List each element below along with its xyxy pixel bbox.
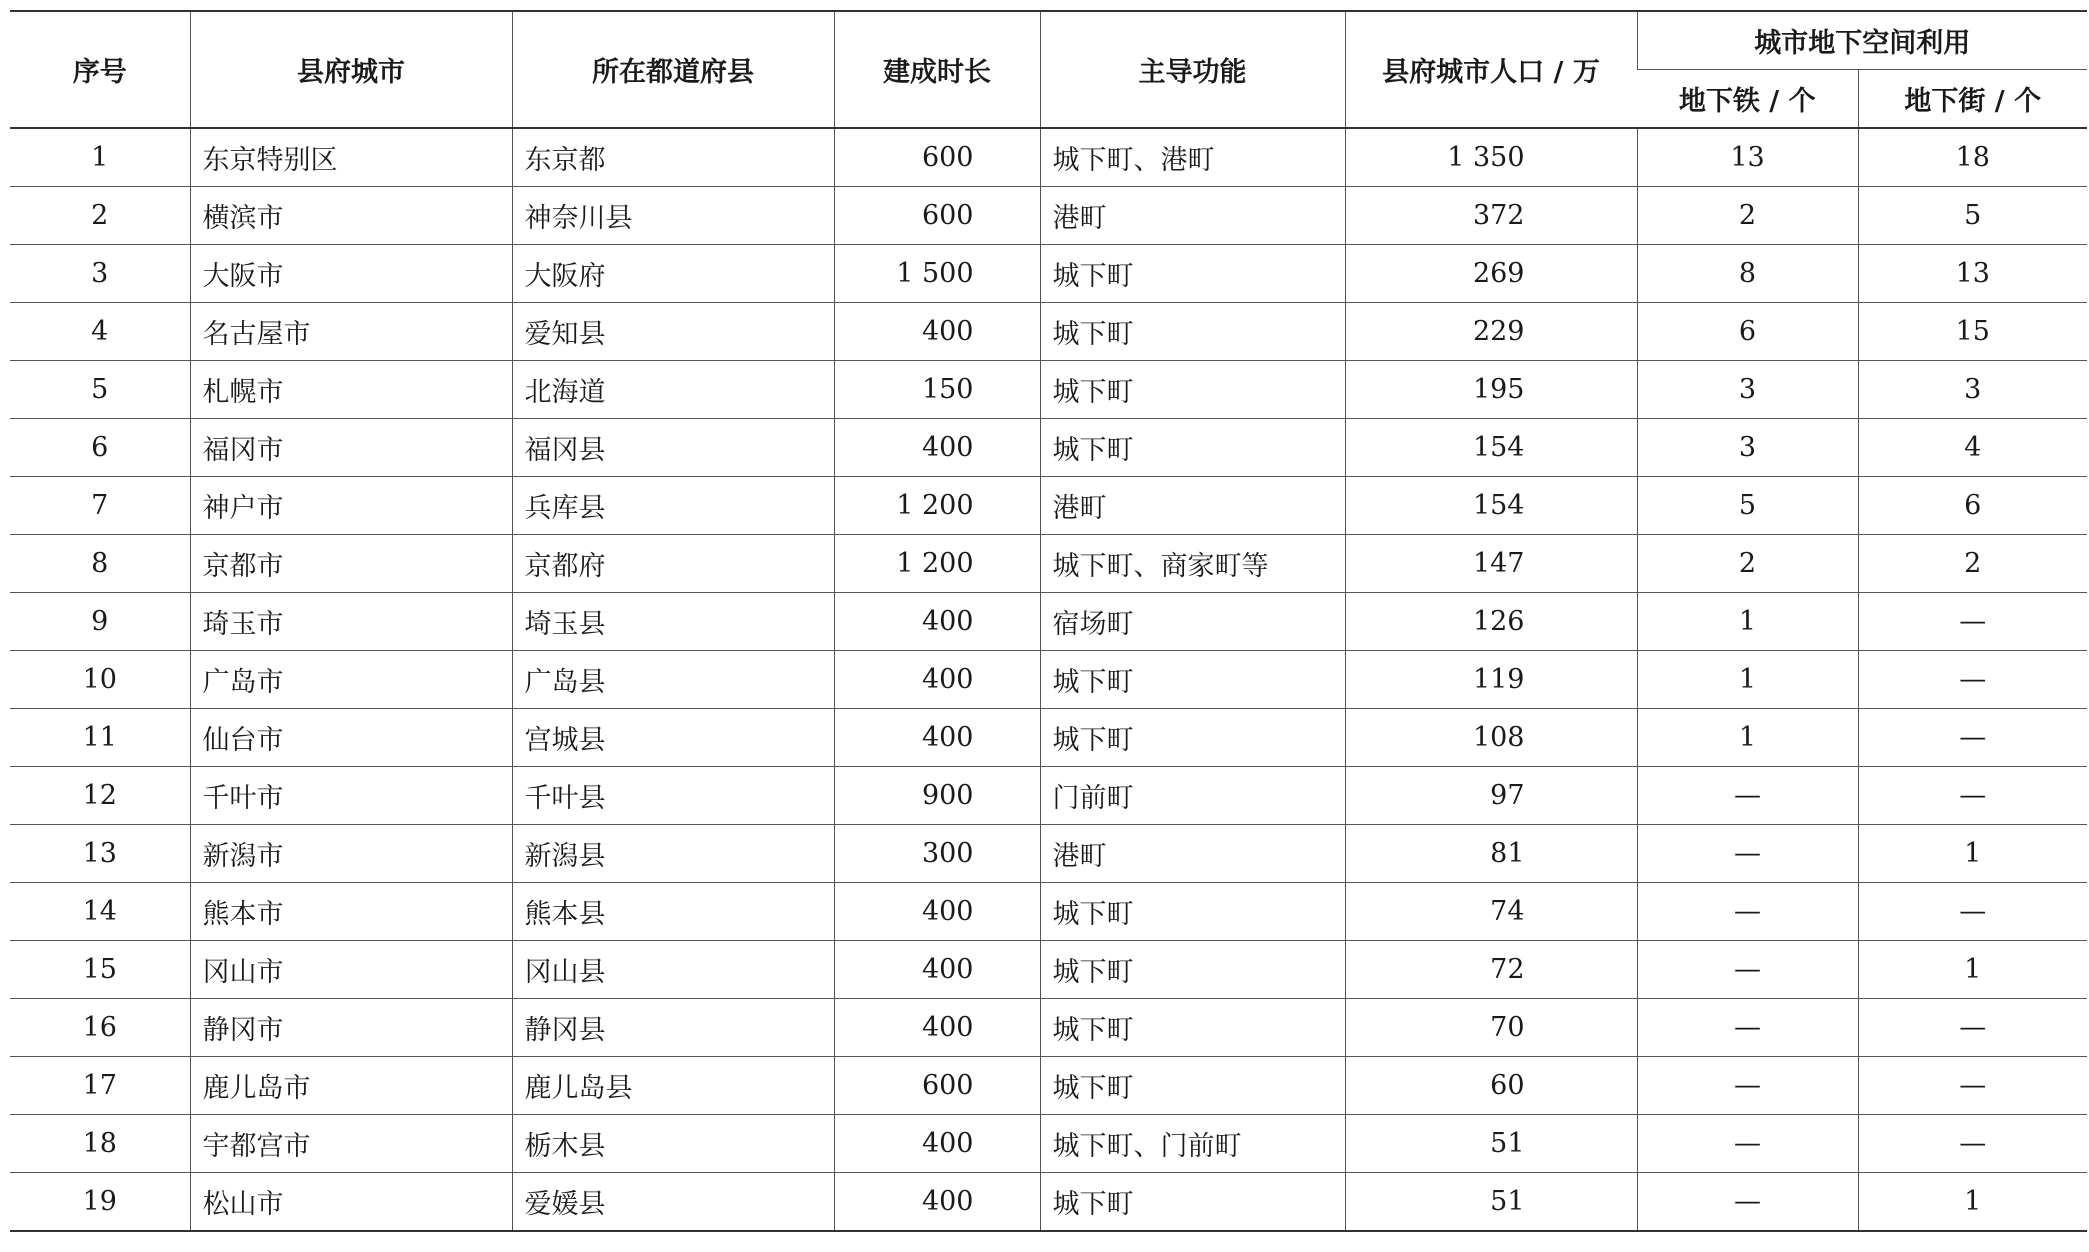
cell-subway: 1	[1637, 709, 1858, 767]
cell-city: 静冈市	[190, 999, 512, 1057]
table-row	[10, 941, 2087, 999]
cell-subway: 3	[1637, 361, 1858, 419]
cell-city: 新潟市	[190, 825, 512, 883]
header-index: 序号	[10, 11, 190, 128]
cell-prefecture: 神奈川县	[512, 187, 834, 245]
cell-duration: 400	[834, 941, 1040, 999]
table-row	[10, 361, 2087, 419]
cell-duration: 400	[834, 651, 1040, 709]
cell-index: 1	[10, 128, 190, 187]
table-row	[10, 303, 2087, 361]
table-row	[10, 128, 2087, 187]
cell-index: 5	[10, 361, 190, 419]
cell-population: 108	[1345, 709, 1637, 767]
cell-prefecture: 爱媛县	[512, 1173, 834, 1232]
cell-index: 9	[10, 593, 190, 651]
cell-duration: 1 200	[834, 535, 1040, 593]
table-row	[10, 535, 2087, 593]
cell-prefecture: 福冈县	[512, 419, 834, 477]
cell-duration: 400	[834, 999, 1040, 1057]
cell-function: 城下町、商家町等	[1040, 535, 1345, 593]
cell-city: 横滨市	[190, 187, 512, 245]
cell-subway: —	[1637, 1173, 1858, 1232]
cell-population: 229	[1345, 303, 1637, 361]
cell-prefecture: 冈山县	[512, 941, 834, 999]
cell-index: 8	[10, 535, 190, 593]
cell-duration: 600	[834, 1057, 1040, 1115]
table-row	[10, 245, 2087, 303]
cell-duration: 900	[834, 767, 1040, 825]
cell-underground-street: —	[1858, 767, 2087, 825]
cell-function: 港町	[1040, 825, 1345, 883]
cell-population: 195	[1345, 361, 1637, 419]
cell-underground-street: 13	[1858, 245, 2087, 303]
table-row	[10, 767, 2087, 825]
table-row	[10, 1115, 2087, 1173]
cell-population: 126	[1345, 593, 1637, 651]
cell-index: 13	[10, 825, 190, 883]
cell-prefecture: 兵库县	[512, 477, 834, 535]
cell-prefecture: 埼玉县	[512, 593, 834, 651]
cell-function: 城下町	[1040, 999, 1345, 1057]
cell-prefecture: 北海道	[512, 361, 834, 419]
table-row	[10, 883, 2087, 941]
header-city: 县府城市	[190, 11, 512, 128]
cell-prefecture: 熊本县	[512, 883, 834, 941]
cell-population: 72	[1345, 941, 1637, 999]
cell-underground-street: —	[1858, 709, 2087, 767]
cell-city: 福冈市	[190, 419, 512, 477]
cell-index: 18	[10, 1115, 190, 1173]
cell-subway: 6	[1637, 303, 1858, 361]
cell-subway: 2	[1637, 187, 1858, 245]
cell-prefecture: 广岛县	[512, 651, 834, 709]
cell-function: 城下町	[1040, 303, 1345, 361]
table-row	[10, 477, 2087, 535]
table-row	[10, 999, 2087, 1057]
cell-underground-street: 1	[1858, 941, 2087, 999]
cell-subway: 5	[1637, 477, 1858, 535]
cell-subway: 13	[1637, 128, 1858, 187]
cell-duration: 400	[834, 709, 1040, 767]
cell-index: 17	[10, 1057, 190, 1115]
header-function: 主导功能	[1040, 11, 1345, 128]
header-row	[10, 11, 2087, 70]
table-row	[10, 651, 2087, 709]
table-header	[10, 11, 2087, 128]
cell-subway: —	[1637, 825, 1858, 883]
cell-population: 51	[1345, 1115, 1637, 1173]
cell-duration: 400	[834, 1115, 1040, 1173]
cell-subway: —	[1637, 999, 1858, 1057]
cell-population: 51	[1345, 1173, 1637, 1232]
cell-function: 城下町、港町	[1040, 128, 1345, 187]
cell-function: 城下町、门前町	[1040, 1115, 1345, 1173]
header-subway: 地下铁 / 个	[1637, 70, 1858, 129]
cell-city: 千叶市	[190, 767, 512, 825]
cell-function: 港町	[1040, 477, 1345, 535]
cell-underground-street: —	[1858, 999, 2087, 1057]
data-table	[10, 10, 2087, 1232]
cell-population: 74	[1345, 883, 1637, 941]
cell-underground-street: —	[1858, 651, 2087, 709]
header-underground-group: 城市地下空间利用	[1637, 11, 2087, 70]
cell-city: 仙台市	[190, 709, 512, 767]
cell-population: 154	[1345, 419, 1637, 477]
table-row	[10, 593, 2087, 651]
cell-index: 4	[10, 303, 190, 361]
cell-function: 城下町	[1040, 941, 1345, 999]
table-row	[10, 1173, 2087, 1232]
cell-underground-street: 3	[1858, 361, 2087, 419]
cell-subway: 1	[1637, 651, 1858, 709]
cell-population: 70	[1345, 999, 1637, 1057]
header-duration: 建成时长	[834, 11, 1040, 128]
cell-index: 15	[10, 941, 190, 999]
cell-underground-street: —	[1858, 1115, 2087, 1173]
cell-function: 门前町	[1040, 767, 1345, 825]
table-row	[10, 1057, 2087, 1115]
cell-subway: 1	[1637, 593, 1858, 651]
cell-subway: 3	[1637, 419, 1858, 477]
cell-prefecture: 爱知县	[512, 303, 834, 361]
table-row	[10, 419, 2087, 477]
header-underground-street: 地下街 / 个	[1858, 70, 2087, 129]
cell-subway: 8	[1637, 245, 1858, 303]
cell-city: 名古屋市	[190, 303, 512, 361]
cell-index: 7	[10, 477, 190, 535]
cell-underground-street: —	[1858, 1057, 2087, 1115]
cell-index: 11	[10, 709, 190, 767]
cell-index: 6	[10, 419, 190, 477]
cell-function: 城下町	[1040, 1173, 1345, 1232]
cell-city: 大阪市	[190, 245, 512, 303]
cell-prefecture: 新潟县	[512, 825, 834, 883]
cell-function: 城下町	[1040, 361, 1345, 419]
cell-duration: 400	[834, 303, 1040, 361]
cell-city: 札幌市	[190, 361, 512, 419]
cell-city: 宇都宫市	[190, 1115, 512, 1173]
cell-underground-street: 5	[1858, 187, 2087, 245]
cell-underground-street: 6	[1858, 477, 2087, 535]
cell-population: 119	[1345, 651, 1637, 709]
cell-city: 神户市	[190, 477, 512, 535]
cell-duration: 400	[834, 419, 1040, 477]
table-row	[10, 709, 2087, 767]
table-row	[10, 187, 2087, 245]
cell-duration: 600	[834, 128, 1040, 187]
cell-prefecture: 静冈县	[512, 999, 834, 1057]
cell-underground-street: 4	[1858, 419, 2087, 477]
cell-function: 城下町	[1040, 883, 1345, 941]
cell-population: 1 350	[1345, 128, 1637, 187]
cell-subway: —	[1637, 1057, 1858, 1115]
cell-function: 城下町	[1040, 1057, 1345, 1115]
cell-city: 冈山市	[190, 941, 512, 999]
cell-prefecture: 大阪府	[512, 245, 834, 303]
cell-population: 60	[1345, 1057, 1637, 1115]
cell-population: 147	[1345, 535, 1637, 593]
table-body	[10, 128, 2087, 1231]
cell-prefecture: 栃木县	[512, 1115, 834, 1173]
cell-index: 16	[10, 999, 190, 1057]
cell-subway: —	[1637, 883, 1858, 941]
cell-population: 81	[1345, 825, 1637, 883]
cell-function: 城下町	[1040, 419, 1345, 477]
cell-duration: 1 500	[834, 245, 1040, 303]
cell-underground-street: 18	[1858, 128, 2087, 187]
cell-prefecture: 千叶县	[512, 767, 834, 825]
header-prefecture: 所在都道府县	[512, 11, 834, 128]
cell-function: 宿场町	[1040, 593, 1345, 651]
cell-underground-street: —	[1858, 593, 2087, 651]
cell-underground-street: 1	[1858, 825, 2087, 883]
cell-population: 97	[1345, 767, 1637, 825]
cell-city: 广岛市	[190, 651, 512, 709]
cell-prefecture: 京都府	[512, 535, 834, 593]
cell-index: 14	[10, 883, 190, 941]
cell-prefecture: 宫城县	[512, 709, 834, 767]
cell-duration: 400	[834, 883, 1040, 941]
cell-index: 2	[10, 187, 190, 245]
cell-city: 鹿儿岛市	[190, 1057, 512, 1115]
cell-city: 熊本市	[190, 883, 512, 941]
cell-population: 372	[1345, 187, 1637, 245]
cell-duration: 600	[834, 187, 1040, 245]
cell-prefecture: 鹿儿岛县	[512, 1057, 834, 1115]
cell-city: 京都市	[190, 535, 512, 593]
cell-population: 269	[1345, 245, 1637, 303]
table-row	[10, 825, 2087, 883]
cell-population: 154	[1345, 477, 1637, 535]
cell-duration: 300	[834, 825, 1040, 883]
cell-duration: 400	[834, 1173, 1040, 1232]
cell-underground-street: 1	[1858, 1173, 2087, 1232]
cell-duration: 400	[834, 593, 1040, 651]
cell-subway: 2	[1637, 535, 1858, 593]
cell-function: 港町	[1040, 187, 1345, 245]
cell-city: 琦玉市	[190, 593, 512, 651]
cell-duration: 1 200	[834, 477, 1040, 535]
cell-city: 东京特别区	[190, 128, 512, 187]
cell-city: 松山市	[190, 1173, 512, 1232]
cell-function: 城下町	[1040, 651, 1345, 709]
cell-subway: —	[1637, 767, 1858, 825]
cell-underground-street: 15	[1858, 303, 2087, 361]
cell-duration: 150	[834, 361, 1040, 419]
cell-index: 19	[10, 1173, 190, 1232]
cell-prefecture: 东京都	[512, 128, 834, 187]
cell-subway: —	[1637, 941, 1858, 999]
cell-function: 城下町	[1040, 709, 1345, 767]
cell-index: 3	[10, 245, 190, 303]
cell-function: 城下町	[1040, 245, 1345, 303]
cell-underground-street: —	[1858, 883, 2087, 941]
cell-index: 10	[10, 651, 190, 709]
cell-subway: —	[1637, 1115, 1858, 1173]
cell-index: 12	[10, 767, 190, 825]
cell-underground-street: 2	[1858, 535, 2087, 593]
header-population: 县府城市人口 / 万	[1345, 11, 1637, 128]
